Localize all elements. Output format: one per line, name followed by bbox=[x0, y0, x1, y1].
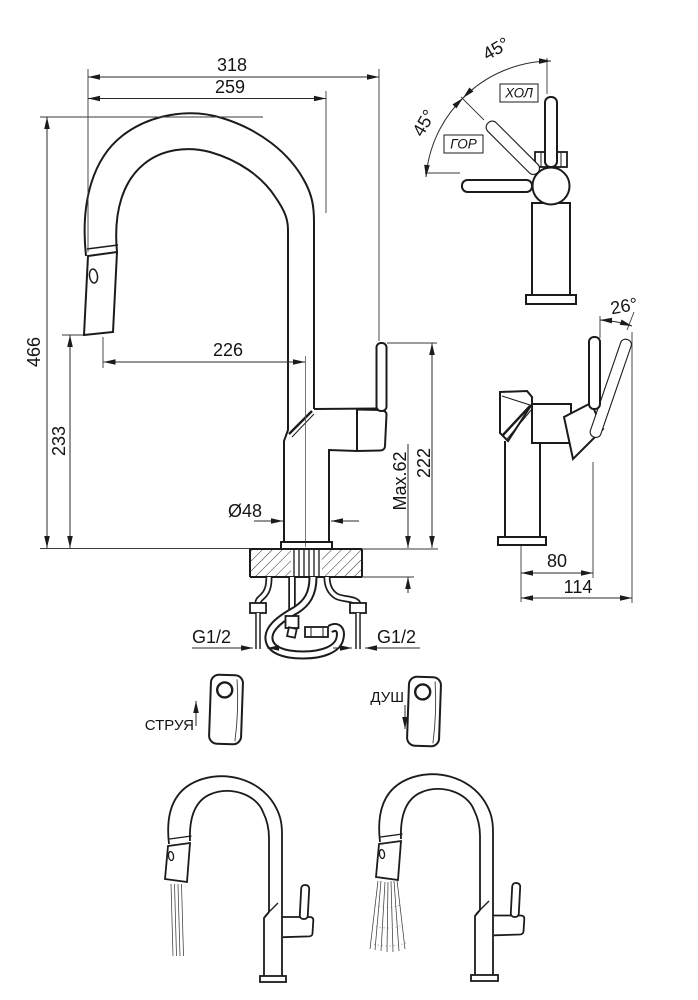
dim-thread-right: G1/2 bbox=[377, 627, 417, 647]
base-flange bbox=[281, 542, 332, 549]
plan-flange bbox=[526, 295, 576, 304]
dim-total-height: 466 bbox=[24, 336, 44, 368]
supply-hoses bbox=[250, 577, 366, 655]
dim-total-width: 318 bbox=[216, 55, 248, 75]
dim-handle-offset: 80 bbox=[546, 551, 568, 571]
dim-spout-width: 259 bbox=[214, 77, 246, 97]
plan-handle-up bbox=[545, 97, 557, 167]
stream-water bbox=[171, 884, 184, 956]
side-body bbox=[505, 441, 540, 537]
right-fitting bbox=[350, 603, 366, 613]
spray-head-seam bbox=[87, 245, 118, 249]
countertop-hatch-left bbox=[250, 549, 291, 577]
handle-block bbox=[357, 410, 387, 452]
neck-chamfer bbox=[289, 411, 312, 434]
stream-label: СТРУЯ bbox=[144, 717, 194, 734]
housing-body bbox=[329, 410, 357, 543]
mounting-shank bbox=[294, 549, 319, 577]
stream-head-icon bbox=[209, 674, 243, 744]
hose-elbow-connector bbox=[286, 616, 299, 628]
hot-label: ГОР bbox=[450, 136, 477, 152]
spout-outer-contour bbox=[85, 113, 314, 409]
dim-spout-reach: 226 bbox=[212, 340, 244, 360]
plan-view bbox=[408, 33, 576, 304]
side-handle-lever bbox=[589, 337, 600, 409]
spout-inner-contour bbox=[116, 149, 288, 542]
neck-chamfer-2 bbox=[292, 414, 314, 437]
handle-lever bbox=[377, 343, 387, 411]
dim-handle-tilt: 26° bbox=[608, 293, 640, 319]
shower-head-icon bbox=[407, 676, 441, 746]
front-view bbox=[24, 55, 438, 655]
cold-label: ХОЛ bbox=[505, 85, 533, 101]
plan-handle-phantom-45 bbox=[484, 119, 542, 177]
shower-water bbox=[370, 880, 406, 952]
side-flange bbox=[498, 537, 546, 545]
dim-max-deck: Max.62 bbox=[390, 451, 410, 511]
left-fitting bbox=[250, 603, 266, 613]
stream-mode-faucet bbox=[165, 776, 313, 982]
spray-mode-legend bbox=[145, 674, 441, 746]
side-view bbox=[498, 294, 639, 603]
dim-swivel-lower: 45° bbox=[408, 106, 440, 140]
dim-max-handle-offset: 114 bbox=[563, 577, 593, 597]
hose-end-connector bbox=[305, 627, 328, 637]
dim-outlet-height: 233 bbox=[49, 425, 69, 457]
plan-handle-left bbox=[462, 180, 532, 192]
shower-mode-faucet bbox=[370, 774, 524, 981]
dim-handle-height: 222 bbox=[414, 447, 434, 479]
dim-thread-left: G1/2 bbox=[192, 627, 232, 647]
spray-head bbox=[84, 252, 117, 335]
plan-joint-circle bbox=[533, 168, 570, 205]
plan-body bbox=[532, 203, 570, 295]
hose-elbow-nib bbox=[287, 627, 297, 637]
spray-head-button bbox=[89, 269, 99, 284]
dim-base-diameter: Ø48 bbox=[228, 501, 263, 521]
shower-label: ДУШ bbox=[370, 689, 404, 706]
dim-swivel-upper: 45° bbox=[479, 33, 513, 65]
countertop-hatch-right bbox=[322, 549, 362, 577]
